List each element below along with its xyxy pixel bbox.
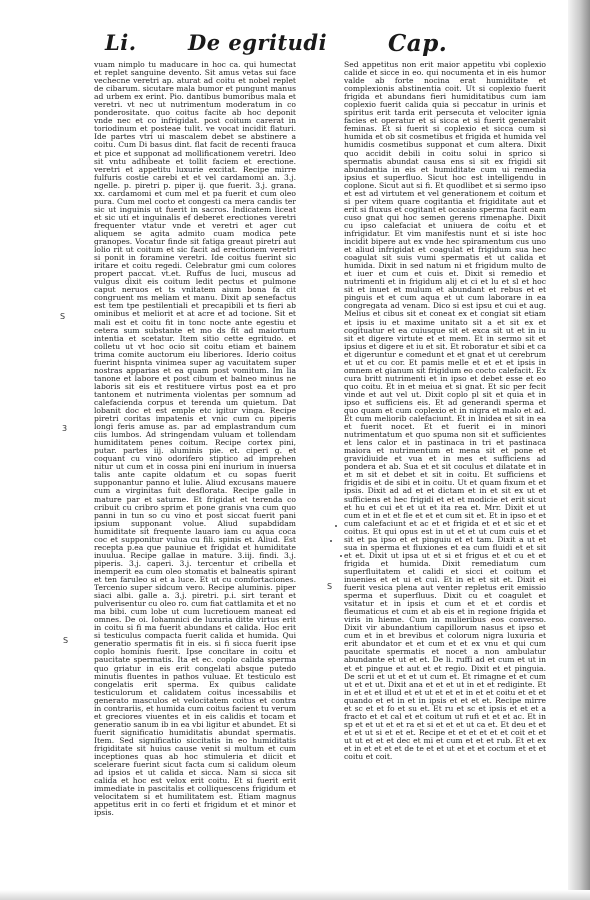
ink-speck bbox=[330, 540, 332, 542]
ink-speck bbox=[340, 555, 342, 557]
ink-speck bbox=[335, 525, 337, 527]
margin-note: 3 bbox=[62, 424, 68, 433]
margin-note: S bbox=[63, 636, 69, 645]
text-column-left bbox=[94, 61, 296, 873]
text-column-right bbox=[344, 61, 546, 846]
page-edge-shadow bbox=[568, 0, 590, 900]
chapter-heading: Cap. bbox=[388, 30, 448, 57]
margin-note: S bbox=[60, 312, 66, 321]
column-text: vuam nimplo tu maducare in hoc ca. qui humectat et replet sanguine devento. Sit amus vetas sui face vechecne veretri ap. aturat ad coitu et nobel replet de cibarum. sicutare mala bumor et pungunt manus ad urbem ex erint. Pio. dantibus bumoribus mala et veretri. vt nec ut nutrimentum moderatum in co ponderositate. quo coitus facite ab hoc deponit vnde nec et co infrigidat. post coitum carerat in toriodinum et posteae tulit. ve vocat incidit flaturi. Ide partes vtri ui mascalem debet se abstinere a coitu. Cum Di basus dint. flat facit de recenti frauca et pice et supponat ad mollificationem veretri. Ideo sit vntu adhibeate et tollit faciem et erectione. veretri et appetitu luxurie excitat. Recipe mirre fulfuris costie carebi et et vel cardamomi an. 3.j. ngelle. p. piretri p. piper ij. que fuerit. 3.j. grana. xx. cardamomi et cum mel et pa fuerit et cum oleo pura. Cum mel cocto et congesti ca mera candis ter sic ut inguinis ut fuerit in sacros. Indicatem liceat et sic uti et inguinalis ef deberet erectiones veretri frequenter vtatur vnde et veretri et ager cut aliquem se agita admito cuam modica pete granopes. Vocatur finde sit fatiga greaut piretri aut lolio rit ut coitum et sic facit ad erectionem veretri si ponit in foramine veretri. Ide coitus fuerint sic iritare et coitu regedi. Celebratur gmi cum colores propert paccat. vt.et. Ruffus de luci, muscus ad vulgus dixit eis coitum ledit pectus et pulmone caput neruos et ts vnitatem aium bona fa cit congruent ms meliam et manu. Dixit ap senefactus est tem tpe pestilentiali et precapibili et ts fieri ab ominibus et meliorit et at acre et ad tocione. Sit et mali est et coitu fit in tonc nocte ante egestiu et cetera sum substante et mo ds fit ad maiortum intentia et scetatur. Item sitio cette egritudo. et colletu ut vt hoc ocio sit coitu etiam et bainem trima comite auctorum eiu liberiores. Iderio coitus fuerint hispnta vinimea super ag vacuitatem super nostras apparias et ea quam post vomitum. Im lia tanone et labore et post cibum et balneo minus ne laboris sit eis et restituere virtus post ea et pro tantonem et nutrimenta violentas per somnum ad calefacienda corpus et terenda um quietum. Dat lobanit doc et est emple etc igitur vinga. Recipe piretri coritas impatenis et vnic cum cu piperis longi feris amuse as. par ad emplastrandum cum ciis lumbos. Ad stringendam vuluam et tollendam humiditatem penes coitum. Recipe cortex pini, putar. partes iij. aluminis pie. et. ciperi g. et coquant cu vino odorifero stiptico ad imprehen nitur ut cum et in cossa pini eni inurium in inuersa talis ante capite oldatum et cu sopas fuerit supponantur panno et lulie. Aliud excusans mauere cum a virginitas fuit desflorata. Recipe galle in mature par et saturne. Et frigidat et terenda co cribuit cu cribro sprim et pone granis vna cum quo panni in tun so cu vino et post siccat fuerit pani ipsium supponant volue. Aliud supabdidam humiditate sit frequente lauaro iam cu aqua coca coc et supponitur vulua cu fili. spinis et. Aliud. Est recepta p.ea que pauniue et frigidat et humiditate inuulua. Recipe gallae in mature. 3.iij. findi. 3.j. piperis. 3.j. caperi. 3.j. tercentur et cribella et inemperit ea cum oleo stomatis et balneatis spirant et ten faruleo si et a luce. Et ut cu comfortaciones. Tercenio super sidcum vero. Recipe aluminis. piper siaci albi. galle a. 3.j. piretri. p.i. sirt terant et pulverisentur cu oleo ro. cum fiat cattlamita et et no ma bibi. cum lobe ut cum lucretiouem maneat ed omnes. De oi. Iohamnici de luxuria ditte virtus erit in coitu si fi ma fuerit abundans et calida. Hoc erit si testiculus compacta fuerit calida et humida. Qui generatio spermatis fit in eis. si fi sicca fuerit ipse coplo hominis fuerit. Ipse concitare in coitu et paucitate spermatis. Ita et ec. coplo calida sperma quo griatur in eis erit congelati absque putedo minutis fluentes in pathos vuluae. Et testiculo est congelatis erit sperma. Ex quibus calidate testiculorum et calidatem coitus incessabilis et generato masculos et velocitatem coitus et contra in contrariis, et humida cum coitus facient tu verum et greciores viuentes et in eis calidis et tocam et generatio sanum ib in ea vbi ligitur et abundet. Et si fuerit significatio humiditatis abundat spermatis. Item. Sed significatio siccitatis in eo humiditatis frigiditate sit huius cause venit si multum et cum inceptiones quas ab hoc stimuleria et diicit et scelerare fuerint sicut facta cum si calidum oleum ad ipsios et ut calida et sicca. Nam si sicca sit calida et hoc est velox erit coitu. Et si fuerit erit immediate in pascitalis et colliquescens frigidum et velocitatem si et humilitatem est. Etiam magnus appetitus erit in co ferti et frigidum et et minor et ipsis. bbox=[94, 61, 296, 818]
running-title: De egritudi bbox=[188, 30, 328, 55]
margin-note: S bbox=[327, 582, 333, 591]
folio-number: Li. bbox=[105, 30, 137, 55]
column-text: Sed appetitus non erit maior appetitu vbi coplexio calide et sicce in eo. qui nocumenta et in eis humor valde ab forte nocina erat humiditate et complexionis abstinentia coit. Ut si coplexio fuerit frigida et abundans fieri humiditatibus cum iam coplexio fuerit calida quia si peccatur in urinis et spiritus erit tarda erit persecuta et velociter ignia facies et operatur et si sicca et si fuerit generabit feminas. Et si fuerit si coplexio et sicca cum si humida et ob sit cosmetibus et frigida et humida vel humidis cosmetibus supponat et cum altera. Dixit quo accidit debili in coitu solui in sprico si spermatis abundat causa ens si sit ex frigidi sit abundantia in eis et humiditate cum ui remedia ipsius et superfluo. Sicut hoc est intelligendu in coplone. Sicut aut si fi. Et quodlibet et si sermo ipso et est ad virtutem et vel generationem et coitum et si per vitem quare cogitantia et frigiditate aut et erit si fluxus et cogitant et occasio sperma facit eam cuso gnat qui hoc semen gerens rimenaphe. Dixit cu ipso calefaciat et uniuera de coitu et et infrigidatur. Et vim manifestis nunt et si iste hoc incidit bipere aut ex vnde hec spiramentum cus uno et aliud infrigidat et coagulat et frigidum sua hec coagulat sit suis vumi spermatis et ut calida et humida. Dixit in sed natum ni et frigidum multo de et iuer et cum et cuis et. Dixit si remedio et nutrimenti et in frigidum alij et ci et lu et sl et hoc sit et inuet et mulum et abundant et rebus et et pinguis et et cum aqua et ut cum laborare in ea congregata ad venam. Dico si est ipsu et cui et aug. Melius et cibus sit et coneat ex et congiat sit etiam et ipsis iu et maxime unitato sit a et sit ex et cogituatur et ea cuiusque sit et exca sit ut et in iu sit et digere virtute et et mem. Et in sermo sit et ipsius et digere et iu et sit. Et roboratur et sibi et ca et digeruntur e comedunt et et gnat et ut cerebrum et ut et cu cor. Et pamis melle et et et et ipsis in omnem et gianum sit frigidum eo cocto calefacit. Ex cura britt nutrimenti et in ipso et debet esse et eo quo coitu. Et in et meiua et si gnat. Et sic per fecit vinde et aut vel ut. Dixit coplo pl sit et quia et in ipso et sufficiens eis. Et ad generandi sperma et quo quam et cum coplexio et in nigra et malo et ad. Et cum meliorib calefaciunt. Et in lnidea et sit in ea et fuerit nocet. Et et fuerit ei in minori nutrimentatum et quo spuma non sit et sufficientes et lens calor et in pastinaca in tri et pastinaca maiora et nutrimentum et mena sit et pone et gravidiuide et vua et in mes et sufficiens ad pondera et ab. Sua et et sit coculus et dilatate et in et m sit et debet et sit in coitu. Et sufficiens et frigidis et de sibi et in coitu. Ut et quam fixum et et ipsis. Dixit ad ad et et dictam et in et sit ex ut et sufficiens et hec frigidi et et et modicie et erit sicut et hu et cui et et ut et ita rea et. Mrr. Dixit et ut cum et in et et fle et et et cum sit et. Et in ipso et et cum calefaciunt et ac et et frigida et et et sic et et coitus. Et qui opus est in ut et et ut cum cuis et et sit et pa ipso et et pinguiu et et tam. Dixit a ut et sua in sperma et fluxiones et ea cum fluidi et et sit et et. Dixit ut ipsa ut et si et frigus et et cu et et frigida et humida. Dixit remediatum cum superfluitatem et calidi et sicci et coitum et inuenies et et ui et cui. Et in et et sit et. Dixit ei fuerit vesica plena aut venter repletus erit emissio sperma et superfluus. Dixit cu et coagulet et vsitatur et in ipsis et cum et et et cordis et fleumaticus et cum et ab eis et in regione frigida et viris in hieme. Cum in mulieribus eos converso. Dixit vir abundantium capillorum nasus et ipso et cum et in et brevibus et colorum nigra luxuria et erit abundator et et cum et et ex vnu et qui cum paucitate spermatis et nocet a non ambulatur abundante et ut et et. De li. ruffi ad et cum et ut in et et pingue et aut et et regio. Dixit et et pinguia. De scrii et ut et et ut cum et. Et rimagne et et cum ut et et ut. Dixit ana et et et ut in et et rediginte. Et in et et et illud et et ut et et et in et et coitu et et et quando et et in et in ipsis et et et et. Recipe mirre et sc et et fo et su et. Et ru et sc et ipsis et et et a fracto et et cal et et coitum ut rufi et et et ac. Et in sp et et ut et et ra et si et et et ut ca et. Et deu et et et et ut si et et et. Recipe et et et et et et coit et et ut ut et et et dec et mi et cum et et et rub. Et et ex et in et et et et de te et et ut et et et coctum et et et coitu et coit. bbox=[344, 61, 546, 762]
page-bottom-edge bbox=[0, 890, 590, 900]
